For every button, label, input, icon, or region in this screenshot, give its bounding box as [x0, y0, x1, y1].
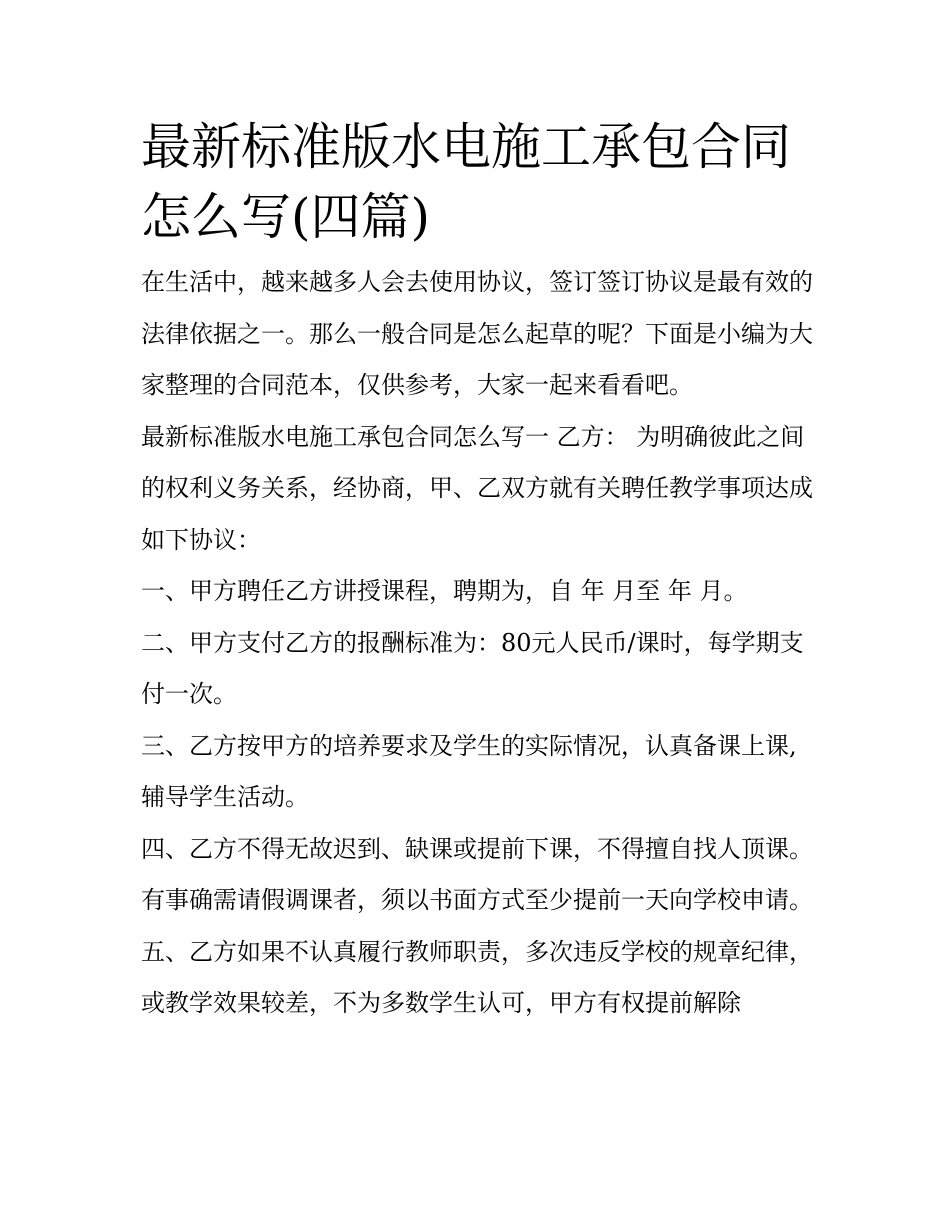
paragraph-intro: 在生活中，越来越多人会去使用协议，签订签订协议是最有效的法律依据之一。那么一般合同是怎么起草的呢？下面是小编为大家整理的合同范本，仅供参考，大家一起来看看吧。	[141, 268, 813, 399]
document-content	[141, 112, 813, 1030]
document-body	[141, 257, 813, 1030]
paragraph-clause-4: 四、乙方不得无故迟到、缺课或提前下课，不得擅自找人顶课。有事确需请假调课者，须以书面方式至少提前一天向学校申请。	[141, 834, 813, 914]
paragraph-clause-3: 三、乙方按甲方的培养要求及学生的实际情况，认真备课上课,辅导学生活动。	[141, 731, 797, 811]
paragraph-clause-2: 二、甲方支付乙方的报酬标准为：80元人民币/课时，每学期支付一次。	[141, 628, 804, 708]
document-title: 最新标准版水电施工承包合同怎么写(四篇)	[141, 118, 791, 246]
paragraph-clause-5: 五、乙方如果不认真履行教师职责，多次违反学校的规章纪律，或教学效果较差，不为多数学生认可，甲方有权提前解除	[141, 937, 813, 1017]
paragraph-contract-heading: 最新标准版水电施工承包合同怎么写一 乙方： 为明确彼此之间的权利义务关系，经协商，甲、乙双方就有关聘任教学事项达成如下协议：	[141, 422, 813, 554]
paragraph-clause-1: 一、甲方聘任乙方讲授课程，聘期为，自 年 月至 年 月。	[141, 577, 748, 605]
